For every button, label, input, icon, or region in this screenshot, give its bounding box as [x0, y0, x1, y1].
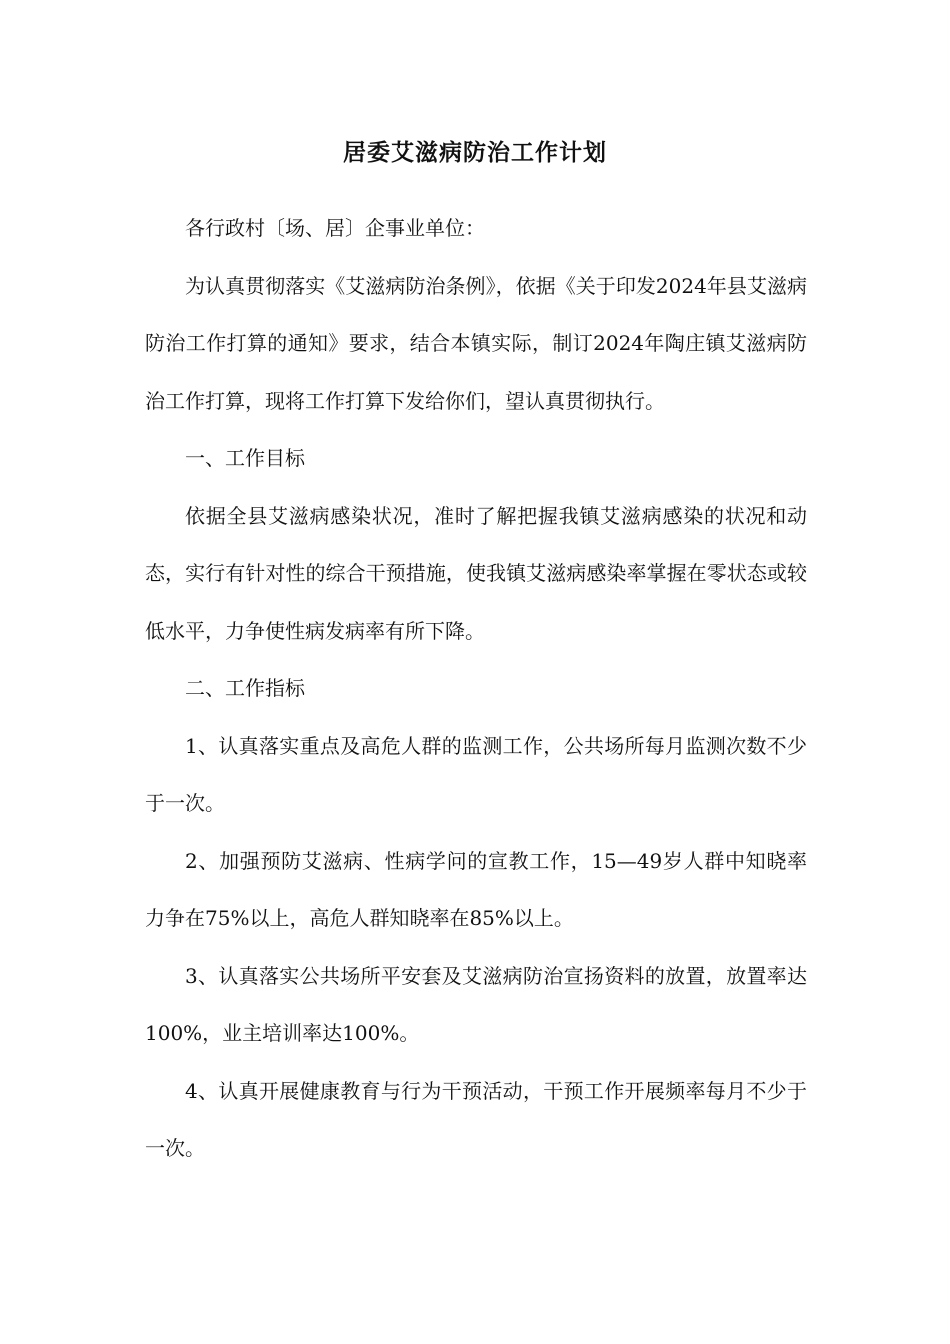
- section1-paragraph: 依据全县艾滋病感染状况，准时了解把握我镇艾滋病感染的状况和动态，实行有针对性的综合干预措施，使我镇艾滋病感染率掌握在零状态或较低水平，力争使性病发病率有所下降。: [145, 503, 807, 643]
- document-title: 居委艾滋病防治工作计划: [343, 139, 607, 166]
- indicator-item-2: 2、加强预防艾滋病、性病学问的宣教工作，15—49岁人群中知晓率力争在75%以上，高危人群知晓率在85%以上。: [145, 848, 807, 930]
- salutation: 各行政村〔场、居〕企事业单位：: [185, 216, 485, 240]
- section2-heading: 二、工作指标: [185, 676, 305, 700]
- document-body: [145, 200, 807, 1178]
- section1-heading: 一、工作目标: [185, 446, 305, 470]
- intro-paragraph: 为认真贯彻落实《艾滋病防治条例》，依据《关于印发2024年县艾滋病防治工作打算的通知》要求，结合本镇实际，制订2024年陶庄镇艾滋病防治工作打算，现将工作打算下发给你们，望认真贯彻执行。: [145, 273, 807, 413]
- indicator-item-1: 1、认真落实重点及高危人群的监测工作，公共场所每月监测次数不少于一次。: [145, 733, 807, 815]
- indicator-item-4: 4、认真开展健康教育与行为干预活动，干预工作开展频率每月不少于一次。: [145, 1078, 807, 1160]
- indicator-item-3: 3、认真落实公共场所平安套及艾滋病防治宣扬资料的放置，放置率达100%，业主培训率达100%。: [145, 963, 807, 1045]
